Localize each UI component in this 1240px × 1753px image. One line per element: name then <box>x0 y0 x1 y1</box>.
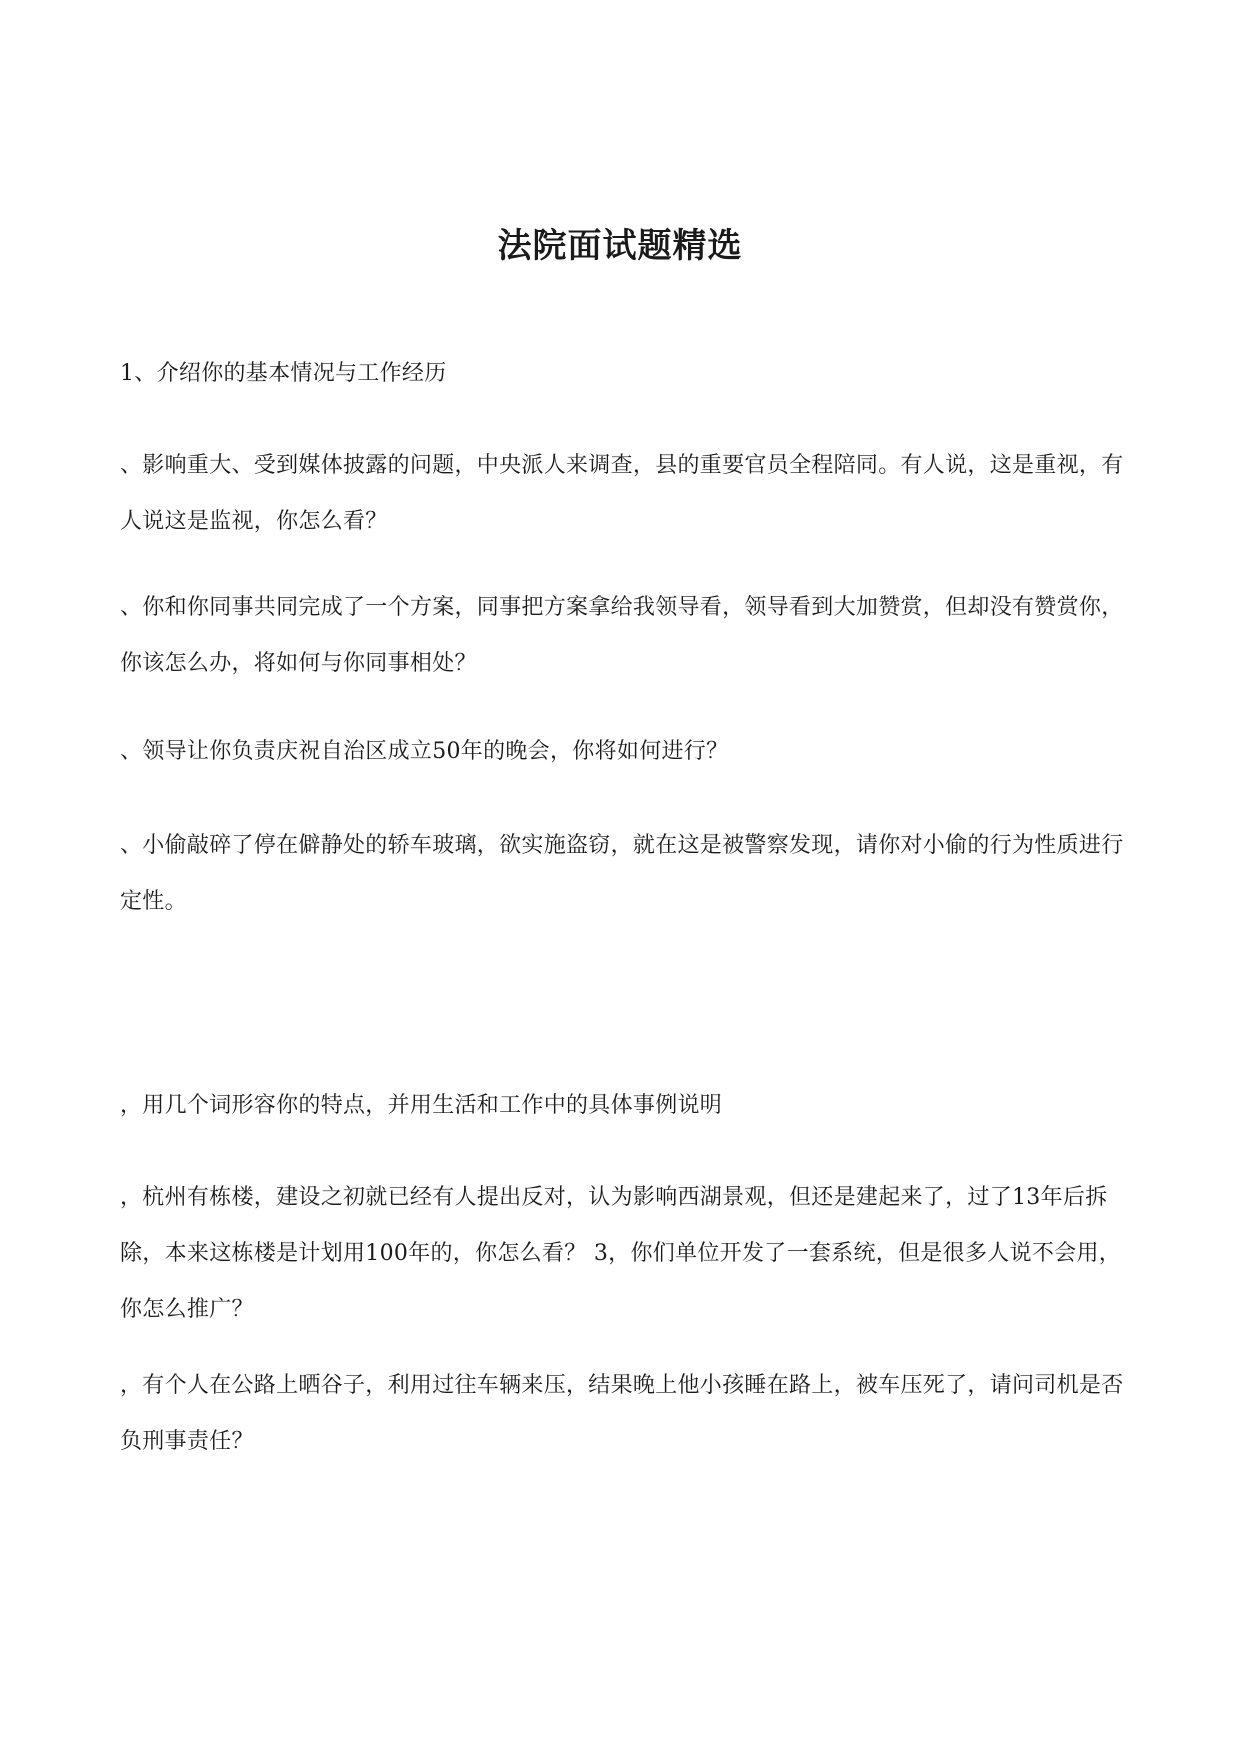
page-title: 法院面试题精选 <box>497 226 743 266</box>
question-paragraph: 1、介绍你的基本情况与工作经历 <box>120 361 447 386</box>
question-paragraph: 、小偷敲碎了停在僻静处的轿车玻璃，欲实施盗窃，就在这是被警察发现，请你对小偷的行为性质进行定性。 <box>120 833 1124 914</box>
question-paragraph: 、你和你同事共同完成了一个方案，同事把方案拿给我领导看，领导看到大加赞赏，但却没有赞赏你，你该怎么办，将如何与你同事相处？ <box>120 595 1124 676</box>
question-paragraph: ，用几个词形容你的特点，并用生活和工作中的具体事例说明 <box>120 1093 723 1118</box>
question-paragraph: 、领导让你负责庆祝自治区成立50年的晚会，你将如何进行？ <box>120 739 729 764</box>
question-paragraph: ，有个人在公路上晒谷子，利用过往车辆来压，结果晚上他小孩睡在路上，被车压死了，请问司机是否负刑事责任？ <box>120 1373 1124 1454</box>
question-paragraph: 、影响重大、受到媒体披露的问题，中央派人来调查，县的重要官员全程陪同。有人说，这是重视，有人说这是监视，你怎么看？ <box>120 453 1124 534</box>
question-paragraph: ，杭州有栋楼，建设之初就已经有人提出反对，认为影响西湖景观，但还是建起来了，过了13年后拆除，本来这栋楼是计划用100年的，你怎么看？ 3，你们单位开发了一套系统，但是很多人说不会用，你怎么推广？ <box>120 1185 1122 1322</box>
